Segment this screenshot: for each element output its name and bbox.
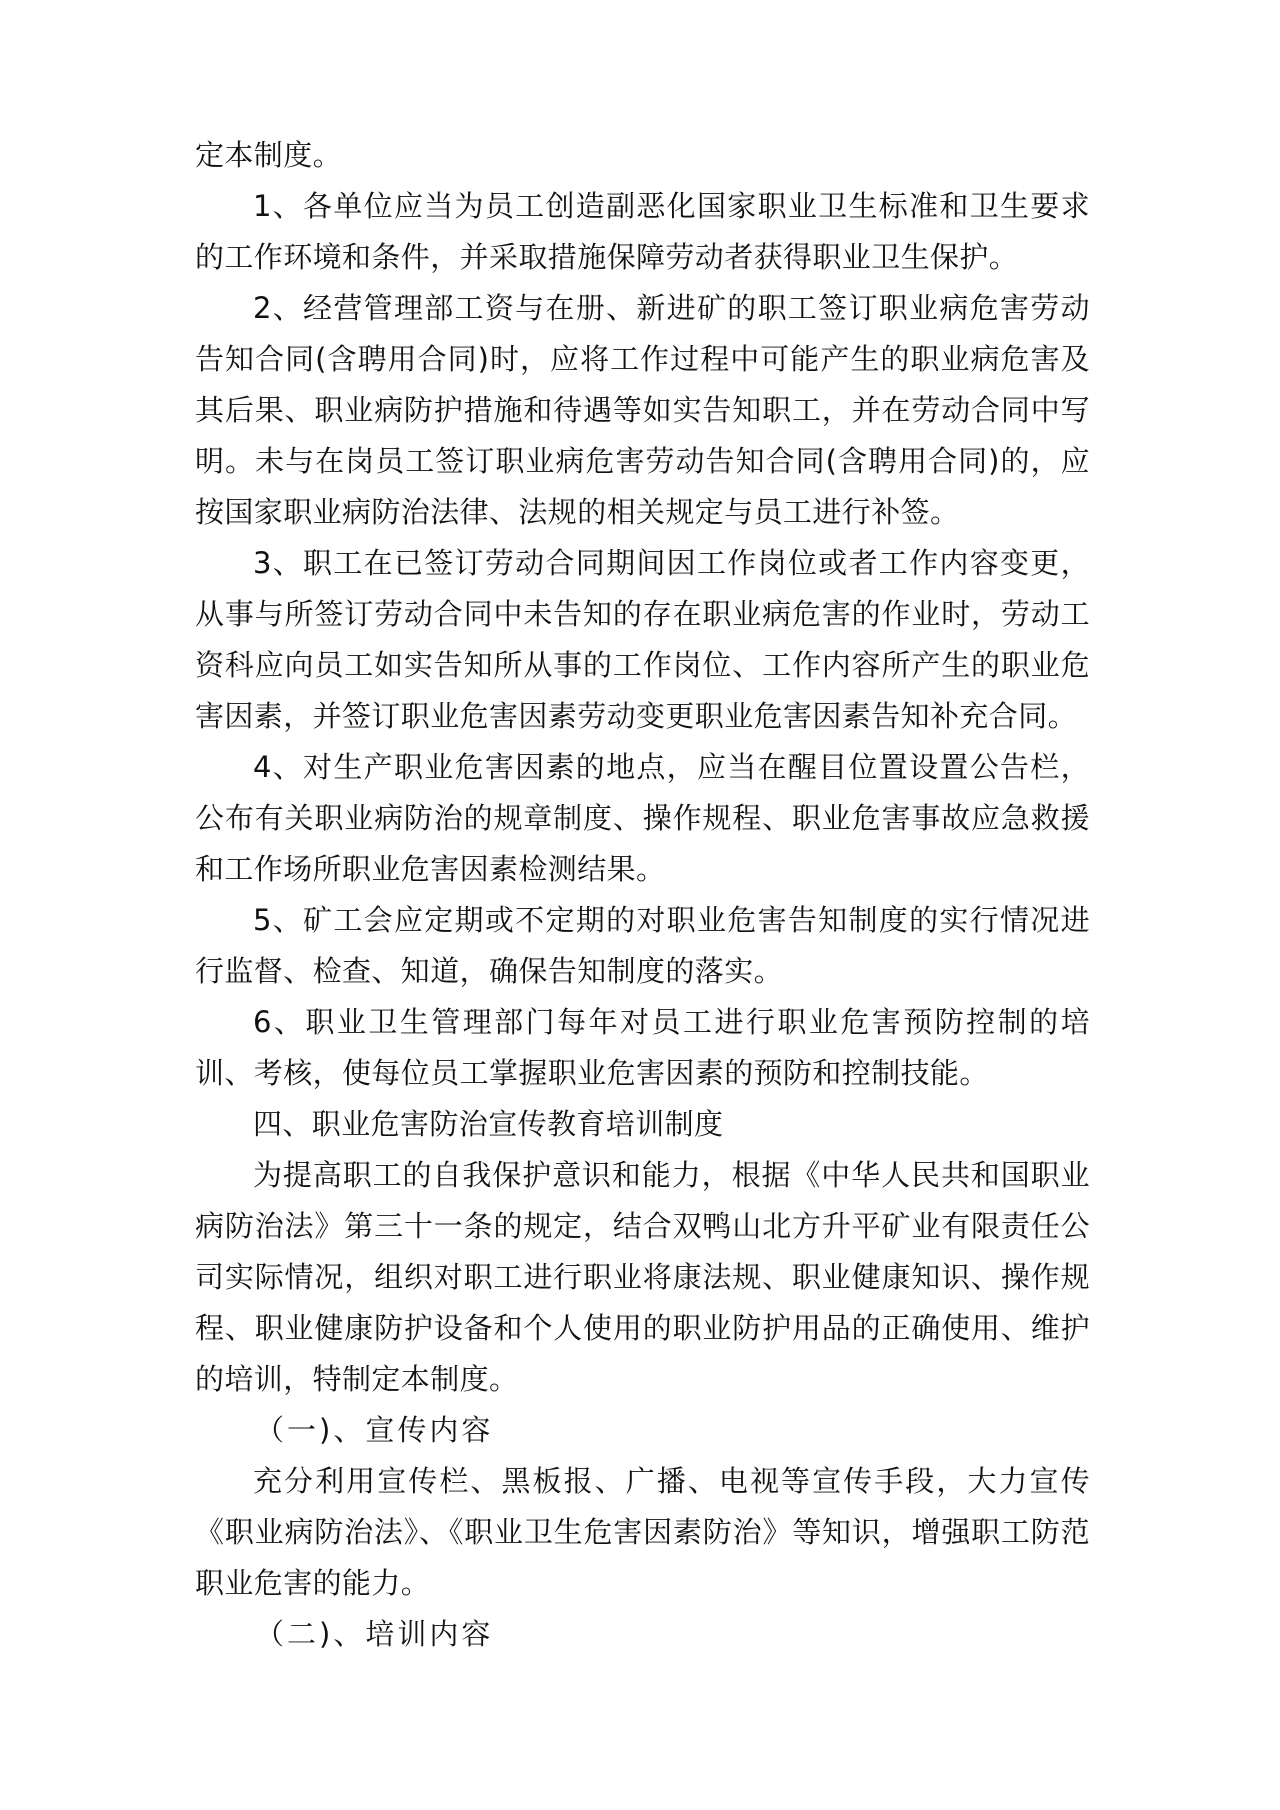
paragraph-publicity: 充分利用宣传栏、黑板报、广播、电视等宣传手段，大力宣传《职业病防治法》、《职业卫生危害因素防治》等知识，增强职工防范职业危害的能力。 [195, 1464, 1090, 1600]
paragraph-item-2: 2、经营管理部工资与在册、新进矿的职工签订职业病危害劳动告知合同(含聘用合同)时，应将工作过程中可能产生的职业病危害及其后果、职业病防护措施和待遇等如实告知职工，并在劳动合同中写明。未与在岗员工签订职业病危害劳动告知合同(含聘用合同)的，应按国家职业病防治法律、法规的相关规定与员工进行补签。 [195, 291, 1090, 529]
sub-heading-publicity: （一)、宣传内容 [255, 1413, 494, 1447]
section-heading-4: 四、职业危害防治宣传教育培训制度 [253, 1107, 724, 1141]
paragraph-item-5: 5、矿工会应定期或不定期的对职业危害告知制度的实行情况进行监督、检查、知道，确保告知制度的落实。 [195, 903, 1090, 988]
document-body [195, 130, 1090, 1660]
paragraph-item-4: 4、对生产职业危害因素的地点，应当在醒目位置设置公告栏，公布有关职业病防治的规章制度、操作规程、职业危害事故应急救援和工作场所职业危害因素检测结果。 [195, 750, 1090, 886]
paragraph-item-6: 6、职业卫生管理部门每年对员工进行职业危害预防控制的培训、考核，使每位员工掌握职业危害因素的预防和控制技能。 [195, 1005, 1090, 1090]
paragraph-continuation: 定本制度。 [195, 138, 343, 172]
paragraph-intro: 为提高职工的自我保护意识和能力，根据《中华人民共和国职业病防治法》第三十一条的规定，结合双鸭山北方升平矿业有限责任公司实际情况，组织对职工进行职业将康法规、职业健康知识、操作规程、职业健康防护设备和个人使用的职业防护用品的正确使用、维护的培训，特制定本制度。 [195, 1158, 1090, 1396]
sub-heading-training: （二)、培训内容 [255, 1617, 494, 1651]
paragraph-item-1: 1、各单位应当为员工创造副恶化国家职业卫生标准和卫生要求的工作环境和条件，并采取措施保障劳动者获得职业卫生保护。 [195, 189, 1090, 274]
paragraph-item-3: 3、职工在已签订劳动合同期间因工作岗位或者工作内容变更，从事与所签订劳动合同中未告知的存在职业病危害的作业时，劳动工资科应向员工如实告知所从事的工作岗位、工作内容所产生的职业危害因素，并签订职业危害因素劳动变更职业危害因素告知补充合同。 [195, 546, 1090, 733]
